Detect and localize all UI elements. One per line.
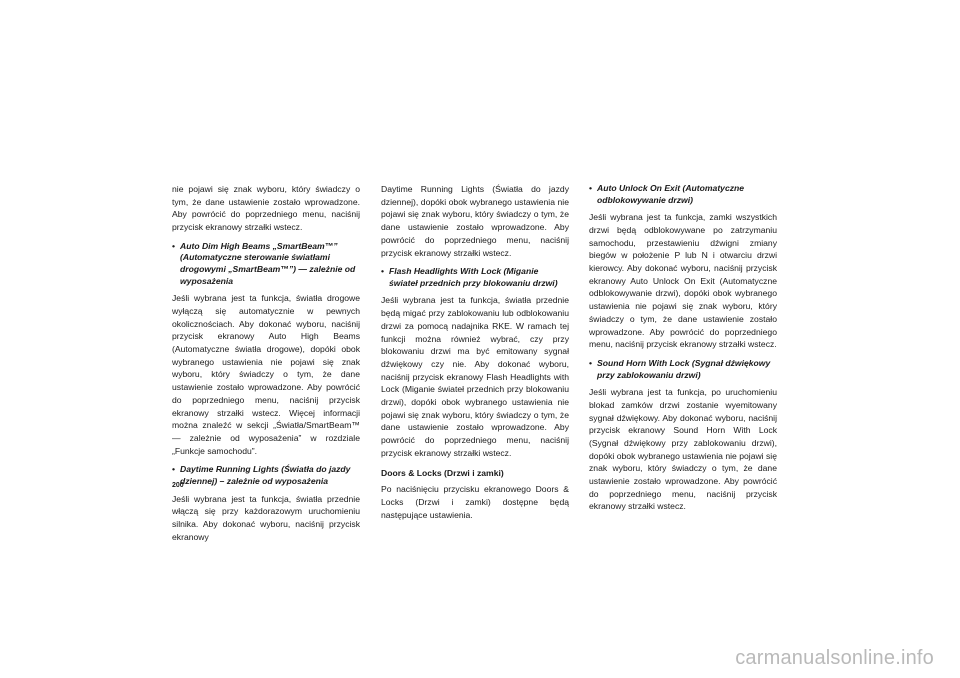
bullet-heading-daytime-running-lights: • Daytime Running Lights (Światła do jazdy dziennej) – zależnie od wyposażenia bbox=[172, 464, 351, 486]
paragraph: Jeśli wybrana jest ta funkcja, światła przednie będą migać przy zablokowaniu lub odblokowaniu drzwi za pomocą nadajnika RKE. W ramach tej funkcji można również wybrać, czy przy blokowaniu drzwi ma być emitowany sygnał dźwiękowy czy nie. Aby dokonać wyboru, naciśnij przycisk ekranowy Flash Headlights with Lock (Miganie świateł przednich przy blokowaniu drzwi), dopóki obok wybranego ustawienia nie pojawi się znak wyboru, który świadczy o tym, że dane ustawienie zostało wprowadzone. Aby powrócić do poprzedniego menu, naciśnij przycisk ekranowy strzałki wstecz. bbox=[381, 295, 569, 458]
bullet-heading-auto-unlock: • Auto Unlock On Exit (Automatyczne odblokowywanie drzwi) bbox=[589, 183, 745, 205]
paragraph: Jeśli wybrana jest ta funkcja, zamki wszystkich drzwi będą odblokowywane po zatrzymaniu samochodu, przestawieniu dźwigni zmiany biegów w położenie P lub N i otwarciu drzwi kierowcy. Aby dokonać wyboru, naciśnij przycisk ekranowy Auto Unlock On Exit (Automatyczne odblokowywanie drzwi), dopóki obok wybranego ustawienia nie pojawi się znak wyboru, który świadczy o tym, że dane ustawienie zostało wprowadzone. Aby powrócić do poprzedniego menu, naciśnij przycisk ekranowy strzałki wstecz. bbox=[589, 212, 777, 350]
paragraph: Jeśli wybrana jest ta funkcja, światła przednie włączą się przy każdorazowym uruchomieniu silnika. Aby dokonać wyboru, naciśnij przycisk ekranowy bbox=[172, 493, 360, 542]
paragraph: Po naciśnięciu przycisku ekranowego Doors & Locks (Drzwi i zamki) dostępne będą następujące ustawienia. bbox=[381, 484, 569, 520]
paragraph: Jeśli wybrana jest ta funkcja, światła drogowe wyłączą się automatycznie w pewnych okolicznościach. Aby dokonać wyboru, naciśnij przycisk ekranowy Auto High Beams (Automatyczne światła drogowe), dopóki obok wybranego ustawienia nie pojawi się znak wyboru, który świadczy o tym, że dane ustawienie zostało wprowadzone. Aby powrócić do poprzedniego menu, naciśnij przycisk ekranowy strzałki wstecz. Więcej informacji można znaleźć w sekcji „Światła/SmartBeam™ — zależnie od wyposażenia” w rozdziale „Funkcje samochodu”. bbox=[172, 293, 360, 456]
text-column-middle bbox=[381, 183, 569, 528]
bullet-icon: • bbox=[381, 266, 385, 277]
bullet-icon: • bbox=[589, 357, 593, 368]
watermark: carmanualsonline.info bbox=[735, 647, 934, 669]
bullet-icon: • bbox=[589, 183, 593, 193]
page-number: 200 bbox=[172, 482, 184, 489]
section-heading-doors-locks: Doors & Locks (Drzwi i zamki) bbox=[381, 467, 504, 478]
text-column-left bbox=[172, 183, 360, 550]
text-column-right bbox=[589, 183, 777, 520]
bullet-heading-sound-horn: • Sound Horn With Lock (Sygnał dźwiękowy przy zablokowaniu drzwi) bbox=[589, 357, 771, 380]
bullet-icon: • bbox=[172, 464, 176, 475]
paragraph: nie pojawi się znak wyboru, który świadczy o tym, że dane ustawienie zostało wprowadzone. Aby powrócić do poprzedniego menu, naciśnij przycisk ekranowy strzałki wstecz. bbox=[172, 184, 360, 233]
paragraph: Jeśli wybrana jest ta funkcja, po uruchomieniu blokad zamków drzwi zostanie wyemitowany sygnał dźwiękowy. Aby dokonać wyboru, naciśnij przycisk ekranowy Sound Horn With Lock (Sygnał dźwiękowy przy zablokowaniu drzwi), dopóki obok wybranego ustawienia nie pojawi się znak wyboru, który świadczy o tym, że dane ustawienie zostało wprowadzone. Aby powrócić do poprzedniego menu, naciśnij przycisk ekranowy strzałki wstecz. bbox=[589, 387, 777, 512]
bullet-heading-flash-headlights: • Flash Headlights With Lock (Miganie świateł przednich przy blokowaniu drzwi) bbox=[381, 266, 558, 288]
paragraph: Daytime Running Lights (Światła do jazdy dziennej), dopóki obok wybranego ustawienia nie pojawi się znak wyboru, który świadczy o tym, że dane ustawienie zostało wprowadzone. Aby powrócić do poprzedniego menu, naciśnij przycisk ekranowy strzałki wstecz. bbox=[381, 184, 569, 258]
bullet-icon: • bbox=[172, 240, 176, 251]
bullet-heading-auto-dim-high-beams: • Auto Dim High Beams „SmartBeam™” (Automatyczne sterowanie światłami drogowymi „SmartBeam™”) — zależnie od wyposażenia bbox=[172, 240, 356, 286]
